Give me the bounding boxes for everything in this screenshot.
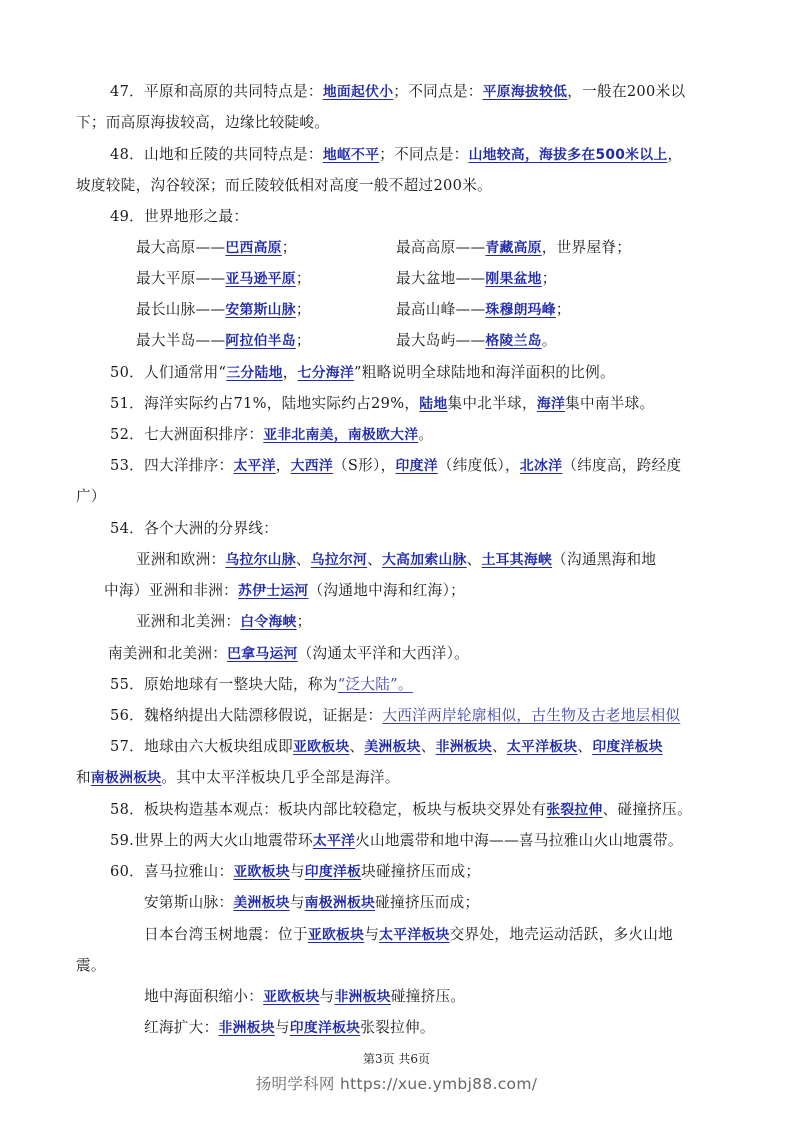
text: （纬度高，跨经度 [562,457,682,474]
item-number: 50． [110,364,145,381]
item-49-right [396,269,557,289]
answer: 巴西高原 [225,240,282,256]
answer: 巴拿马运河 [227,646,298,662]
item-57-line1 [110,737,663,757]
answer: 乌拉尔山脉 [225,552,296,568]
text: 安第斯山脉： [144,894,234,911]
item-51 [110,394,654,414]
answer: 三分陆地 [226,365,283,381]
text: （纬度低）， [437,457,520,474]
text: 人们通常用“ [144,364,227,381]
text: 、 [466,551,482,568]
text: 。 [418,426,434,443]
text: 世界上的两大火山地震带环 [134,832,313,849]
text: 。其中太平洋板块几乎全部是海洋。 [161,769,400,786]
answer: 亚欧板块 [293,739,350,755]
text: 山地和丘陵的共同特点是： [144,146,323,163]
item-number: 55． [110,676,145,693]
answer: 太平洋板块 [506,739,578,755]
text: 碰撞挤压。 [390,988,466,1005]
answer: 印度洋板 [304,864,362,880]
answer: 印度洋板块 [592,739,663,755]
item-49-right [396,238,631,258]
watermark: 扬明学科网 https://xue.ymbj88.com/ [255,1075,538,1093]
answer: 地面起伏小 [322,84,394,100]
answer: 美洲板块 [233,895,290,911]
answer: 阿拉伯半岛 [225,333,296,349]
answer: 白令海峡 [240,614,297,630]
text: 南美洲和北美洲： [108,645,228,662]
answer: 印度洋 [395,458,438,474]
text: 碰撞挤压而成； [375,894,480,911]
answer: 青藏高原 [485,240,542,256]
answer: 亚欧板块 [263,989,320,1005]
item-56 [110,706,680,726]
text: 魏格纳提出大陆漂移假说，证据是： [144,707,383,724]
answer: 地岖不平 [322,147,380,163]
item-59 [110,831,683,851]
text: ；不同点是： [379,146,469,163]
item-60-japan [144,925,673,945]
text: ，世界屋脊； [541,239,632,256]
item-52 [110,425,433,445]
answer: 亚马逊平原 [225,271,296,287]
text: 。 [541,332,557,349]
item-number: 53． [110,457,145,474]
answer: 乌拉尔河 [310,552,368,568]
item-number: 54． [110,520,145,537]
item-49-row [136,238,736,258]
text: 平原和高原的共同特点是： [144,83,323,100]
text: （沟通太平洋和大西洋）。 [297,645,470,662]
item-number: 57． [110,738,145,755]
text: 与 [274,1019,290,1036]
text: 世界地形之最： [144,208,249,225]
item-60-andes [144,893,479,913]
answer: 大西洋 [290,458,333,474]
item-60-himalaya [110,862,480,882]
text: 喜马拉雅山： [144,863,234,880]
answer: 七分海洋 [297,365,354,381]
text: 、碰撞挤压。 [602,801,692,818]
answer: 非洲板块 [218,1020,275,1036]
text: 与 [319,988,335,1005]
text: 中海）亚洲和非洲： [104,582,239,599]
item-58 [110,800,692,820]
text: 与 [364,926,380,943]
item-number: 48． [110,146,145,163]
text: ， [667,146,683,163]
item-49-row [136,331,736,351]
text: 集中南半球。 [565,395,655,412]
text: 、 [577,738,593,755]
answer: 大西洋两岸轮廓相似，古生物及古老地层相似 [382,707,681,724]
item-number: 51． [110,395,145,412]
answer: 印度洋板块 [289,1020,361,1036]
text: 最大盆地—— [396,270,486,287]
text: 、 [367,551,383,568]
item-49-row [136,300,736,320]
item-53-line1 [110,456,681,476]
answer: 刚果盆地 [485,271,542,287]
text: ； [281,239,297,256]
text: 和 [76,769,91,786]
answer: 珠穆朗玛峰 [485,302,556,318]
text: ， [275,457,291,474]
item-54-asia-namerica [136,612,312,632]
answer: 苏伊士运河 [238,583,309,599]
text: 最大半岛—— [136,332,226,349]
answer: “泛大陆”。 [337,676,413,693]
answer: 太平洋板块 [379,927,450,943]
text: ， [282,364,298,381]
answer: 陆地 [419,396,448,412]
item-47-line2: 下；而高原海拔较高，边缘比较陡峻。 [76,114,330,131]
text: 亚洲和北美洲： [136,613,241,630]
item-53-line2: 广） [76,488,106,505]
text: 交界处，地壳运动活跃，多火山地 [449,926,674,943]
item-49-title [110,207,248,227]
answer: 亚欧板块 [307,927,365,943]
item-number: 49． [110,208,145,225]
item-60-red-sea [144,1018,435,1038]
answer: 亚欧板块 [233,864,290,880]
item-number: 52． [110,426,145,443]
answer: 平原海拔较低 [482,84,568,100]
text: 最长山脉—— [136,301,226,318]
text: 与 [289,894,305,911]
text: （S形）， [332,457,396,474]
page-number: 第3页 共6页 [362,1052,431,1066]
text: 、 [349,738,365,755]
answer: 北冰洋 [519,458,563,474]
text: （沟通地中海和红海）； [308,582,466,599]
text: 最大高原—— [136,239,226,256]
text: ； [295,301,311,318]
item-50 [110,363,615,383]
answer: 太平洋 [233,458,276,474]
answer: 张裂拉伸 [546,802,603,818]
text: 最大岛屿—— [396,332,486,349]
item-number: 59. [110,832,135,849]
text: 四大洋排序： [144,457,234,474]
item-55 [110,675,413,695]
item-48-line1 [110,145,682,165]
answer: 山地较高，海拔多在500米以上 [468,147,668,163]
text: 海洋实际约占71%，陆地实际约占29%， [144,395,420,412]
item-47-line1 [110,82,685,102]
item-49-right [396,300,571,320]
text: 最高高原—— [396,239,486,256]
text: ； [555,301,571,318]
text: 七大洲面积排序： [144,426,264,443]
text: 块碰撞挤压而成； [361,863,481,880]
item-54-asia-africa [104,581,465,601]
answer: 南极洲板块 [304,895,376,911]
item-60-japan-line2: 震。 [76,957,106,974]
text: 与 [289,863,305,880]
item-60-mediterranean [144,987,465,1007]
text: 集中北半球， [447,395,537,412]
text: 张裂拉伸。 [360,1019,435,1036]
item-number: 60． [110,863,145,880]
text: 最高山峰—— [396,301,486,318]
text: 板块构造基本观点：板块内部比较稳定，板块与板块交界处有 [144,801,547,818]
answer: 格陵兰岛 [485,333,542,349]
text: 原始地球有一整块大陆，称为 [144,676,338,693]
text: ；不同点是： [393,83,483,100]
text: ，一般在200米以 [567,83,686,100]
answer: 大高加索山脉 [382,552,467,568]
answer: 非洲板块 [334,989,391,1005]
answer: 非洲板块 [435,739,493,755]
answer: 南极洲板块 [90,770,162,786]
text: （沟通黑海和地 [552,551,657,568]
item-54-samerica-namerica [108,644,469,664]
item-number: 58． [110,801,145,818]
item-number: 47． [110,83,145,100]
item-57-line2 [76,768,400,788]
answer: 海洋 [536,396,566,412]
item-49-row [136,269,736,289]
text: ； [541,270,557,287]
item-48-line2: 坡度较陡，沟谷较深；而丘陵较低相对高度一般不超过200米。 [76,177,492,194]
text: 、 [295,551,311,568]
text: ； [296,613,312,630]
item-54-title [110,519,278,539]
text: 火山地震带和地中海——喜马拉雅山火山地震带。 [355,832,683,849]
text: 、 [420,738,436,755]
answer: 亚非北南美，南极欧大洋 [263,427,419,443]
text: ； [295,332,311,349]
text: 红海扩大： [144,1019,219,1036]
text: 、 [492,738,507,755]
item-number: 56． [110,707,145,724]
answer: 土耳其海峡 [481,552,553,568]
text: 地中海面积缩小： [144,988,264,1005]
answer: 太平洋 [312,833,356,849]
text: ”粗略说明全球陆地和海洋面积的比例。 [354,364,615,381]
answer: 安第斯山脉 [225,302,296,318]
text: ； [295,270,311,287]
item-49-right [396,331,557,351]
text: 地球由六大板块组成即 [144,738,294,755]
text: 最大平原—— [136,270,226,287]
text: 日本台湾玉树地震：位于 [144,926,308,943]
item-54-asia-europe [136,550,656,570]
answer: 美洲板块 [364,739,421,755]
text: 亚洲和欧洲： [136,551,226,568]
text: 各个大洲的分界线： [144,520,279,537]
